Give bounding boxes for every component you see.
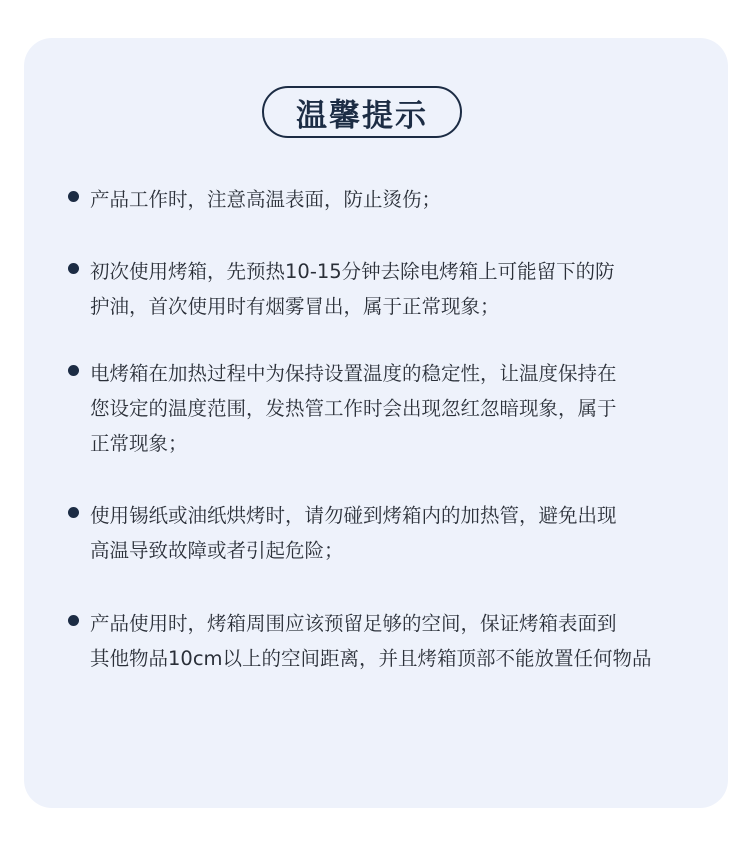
tip-text: 高温导致故障或者引起危险；	[90, 539, 344, 562]
page-title: 温馨提示	[262, 86, 462, 138]
bullet-dot-icon	[68, 507, 79, 518]
bullet-dot-icon	[68, 263, 79, 274]
tip-text: 其他物品10cm以上的空间距离，并且烤箱顶部不能放置任何物品	[90, 647, 652, 670]
tip-item	[68, 356, 708, 461]
tip-text: 电烤箱在加热过程中为保持设置温度的稳定性，让温度保持在	[90, 362, 617, 385]
bullet-dot-icon	[68, 191, 79, 202]
tip-text: 使用锡纸或油纸烘烤时，请勿碰到烤箱内的加热管，避免出现	[90, 504, 617, 527]
tip-text: 护油，首次使用时有烟雾冒出，属于正常现象；	[90, 295, 500, 318]
tip-item	[68, 182, 708, 217]
bullet-dot-icon	[68, 615, 79, 626]
tip-text: 初次使用烤箱，先预热10-15分钟去除电烤箱上可能留下的防	[90, 260, 615, 283]
tip-text: 产品工作时，注意高温表面，防止烫伤；	[90, 188, 442, 211]
tips-card	[24, 38, 728, 808]
bullet-dot-icon	[68, 365, 79, 376]
tip-item	[68, 606, 708, 676]
tip-text: 正常现象；	[90, 432, 188, 455]
tip-text: 产品使用时，烤箱周围应该预留足够的空间，保证烤箱表面到	[90, 612, 617, 635]
tip-item	[68, 498, 708, 568]
tip-text: 您设定的温度范围，发热管工作时会出现忽红忽暗现象，属于	[90, 397, 617, 420]
tip-item	[68, 254, 708, 324]
